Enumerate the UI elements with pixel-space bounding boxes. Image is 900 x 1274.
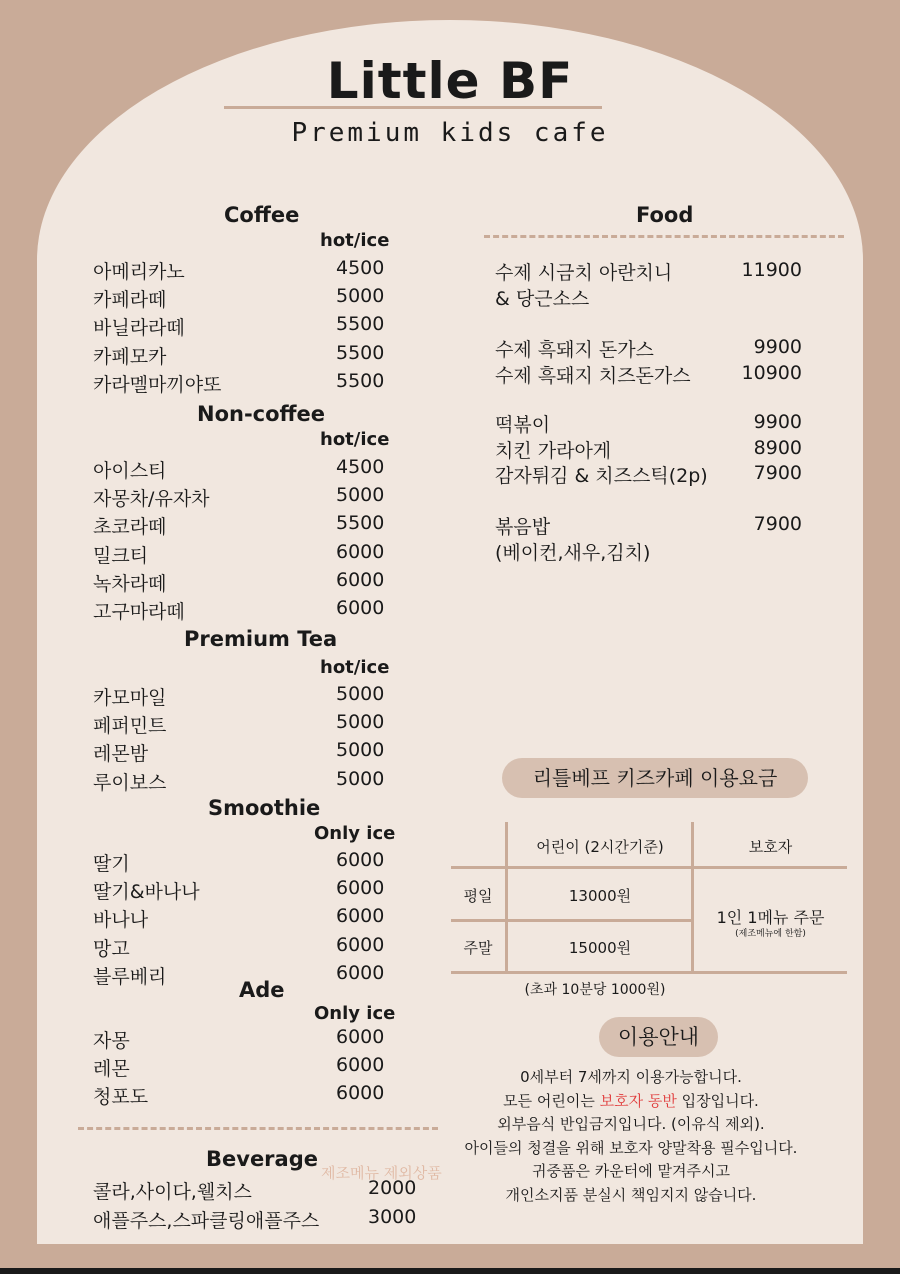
food-item-price: 11900 bbox=[741, 259, 802, 281]
menu-item-name: 바닐라라떼 bbox=[93, 317, 185, 340]
menu-item-price: 4500 bbox=[336, 257, 385, 279]
menu-item-name: 녹차라떼 bbox=[93, 572, 167, 595]
food-item-name: (베이컨,새우,김치) bbox=[495, 541, 651, 564]
menu-item-price: 5500 bbox=[336, 341, 385, 364]
menu-item-price: 6000 bbox=[336, 1054, 385, 1077]
noncoffee-title: Non-coffee bbox=[197, 402, 326, 426]
guide-line-6: 개인소지품 분실시 책임지지 않습니다. bbox=[505, 1185, 757, 1204]
coffee-title: Coffee bbox=[224, 203, 300, 227]
guardian-note: (제조메뉴에 한함) bbox=[735, 929, 806, 939]
guardian-rule: 1인 1메뉴 주문 bbox=[716, 908, 825, 927]
menu-item-price: 5000 bbox=[336, 285, 385, 308]
food-item-name: 치킨 가라아게 bbox=[495, 439, 612, 462]
ade-title: Ade bbox=[239, 978, 285, 1002]
menu-item-price: 4500 bbox=[336, 456, 385, 478]
menu-item-price: 6000 bbox=[336, 1082, 385, 1105]
menu-item-price: 5500 bbox=[336, 512, 385, 535]
guide-line-3: 외부음식 반입금지입니다. (이유식 제외). bbox=[497, 1115, 765, 1133]
food-title: Food bbox=[636, 203, 694, 227]
bottom-bar bbox=[0, 1268, 900, 1274]
weekend-price: 15000원 bbox=[568, 939, 632, 957]
pricing-title: 리틀베프 키즈카페 이용요금 bbox=[502, 758, 808, 798]
menu-item-name: 망고 bbox=[93, 937, 130, 960]
guide-highlight: 보호자 동반 bbox=[599, 1091, 677, 1110]
guide-line-2 bbox=[435, 1090, 827, 1114]
menu-item-price: 6000 bbox=[336, 568, 385, 591]
menu-item-name: 카모마일 bbox=[93, 687, 167, 709]
weekend-label: 주말 bbox=[463, 939, 493, 957]
menu-item-price: 6000 bbox=[336, 933, 385, 956]
food-item-price: 9900 bbox=[753, 411, 802, 433]
menu-item-price: 5000 bbox=[336, 767, 385, 790]
menu-item-name: 자몽 bbox=[93, 1030, 130, 1052]
menu-item-name: 딸기 bbox=[93, 853, 130, 875]
beverage-note: 제조메뉴 제외상품 bbox=[321, 1164, 442, 1182]
menu-item-name: 루이보스 bbox=[93, 771, 167, 794]
food-item-price: 9900 bbox=[753, 336, 802, 358]
menu-item-name: 콜라,사이다,웰치스 bbox=[93, 1181, 252, 1203]
guide-text bbox=[435, 1066, 827, 1207]
left-divider bbox=[78, 1127, 438, 1130]
menu-item-price: 6000 bbox=[336, 540, 385, 563]
guide-title: 이용안내 bbox=[599, 1017, 718, 1057]
food-item-name: 수제 흑돼지 치즈돈가스 bbox=[495, 364, 691, 387]
menu-item-name: 카페모카 bbox=[93, 345, 167, 368]
table-hline-3 bbox=[451, 971, 847, 974]
tea-title: Premium Tea bbox=[184, 627, 338, 651]
menu-item-price: 5000 bbox=[336, 739, 385, 762]
beverage-title: Beverage bbox=[206, 1147, 318, 1171]
menu-item-name: 밀크티 bbox=[93, 544, 149, 567]
menu-item-name: 카페라떼 bbox=[93, 289, 167, 312]
col-child-header: 어린이 (2시간기준) bbox=[536, 838, 664, 856]
food-item-name: & 당근소스 bbox=[495, 287, 590, 310]
ade-temp: Only ice bbox=[314, 1003, 396, 1024]
menu-item-price: 5000 bbox=[336, 484, 385, 507]
guide-line-2-post: 입장입니다. bbox=[676, 1091, 759, 1110]
food-item-price: 10900 bbox=[741, 361, 802, 384]
menu-item-name: 애플주스,스파클링애플주스 bbox=[93, 1209, 320, 1232]
menu-item-name: 아메리카노 bbox=[93, 261, 185, 283]
table-hline-2 bbox=[451, 919, 693, 922]
menu-item-name: 바나나 bbox=[93, 909, 149, 932]
food-item-name: 볶음밥 bbox=[495, 516, 551, 538]
page-title: Little BF bbox=[326, 52, 574, 110]
food-item-name: 수제 시금치 아란치니 bbox=[495, 262, 673, 284]
food-item-name: 수제 흑돼지 돈가스 bbox=[495, 339, 654, 361]
menu-item-price: 5500 bbox=[336, 369, 385, 392]
food-item-price: 7900 bbox=[753, 462, 802, 484]
coffee-temp: hot/ice bbox=[320, 230, 390, 251]
menu-item-price: 5500 bbox=[336, 313, 385, 336]
menu-item-price: 6000 bbox=[336, 597, 385, 619]
menu-item-name: 딸기&바나나 bbox=[93, 881, 200, 904]
page-subtitle: Premium kids cafe bbox=[291, 118, 609, 148]
menu-item-name: 청포도 bbox=[93, 1086, 149, 1109]
menu-item-price: 3000 bbox=[368, 1205, 417, 1228]
menu-item-name: 레몬 bbox=[93, 1058, 130, 1081]
menu-item-name: 초코라떼 bbox=[93, 516, 167, 539]
menu-item-price: 6000 bbox=[336, 849, 385, 871]
menu-item-name: 아이스티 bbox=[93, 460, 167, 482]
tea-temp: hot/ice bbox=[320, 657, 390, 678]
food-item-price: 7900 bbox=[753, 513, 802, 535]
smoothie-title: Smoothie bbox=[208, 796, 321, 820]
menu-item-name: 자몽차/유자차 bbox=[93, 488, 210, 511]
menu-item-name: 페퍼민트 bbox=[93, 715, 167, 738]
weekday-label: 평일 bbox=[463, 887, 493, 905]
noncoffee-temp: hot/ice bbox=[320, 429, 390, 450]
menu-item-name: 고구마라떼 bbox=[93, 601, 185, 623]
menu-card bbox=[37, 20, 863, 1244]
menu-item-price: 5000 bbox=[336, 683, 385, 705]
title-divider bbox=[224, 106, 602, 109]
food-item-name: 떡볶이 bbox=[495, 414, 551, 436]
menu-item-name: 레몬밤 bbox=[93, 743, 149, 766]
menu-item-price: 6000 bbox=[336, 877, 385, 900]
menu-item-name: 블루베리 bbox=[93, 965, 167, 988]
menu-item-price: 2000 bbox=[368, 1177, 417, 1199]
smoothie-temp: Only ice bbox=[314, 823, 396, 844]
menu-item-name: 카라멜마끼야또 bbox=[93, 373, 222, 396]
guide-line-5: 귀중품은 카운터에 맡겨주시고 bbox=[532, 1162, 730, 1180]
guide-line-1: 0세부터 7세까지 이용가능합니다. bbox=[520, 1068, 742, 1086]
food-divider bbox=[484, 235, 844, 238]
menu-item-price: 6000 bbox=[336, 905, 385, 928]
food-item-name: 감자튀김 & 치즈스틱(2p) bbox=[495, 465, 708, 487]
guide-line-2-pre: 모든 어린이는 bbox=[503, 1091, 600, 1110]
menu-item-price: 5000 bbox=[336, 711, 385, 734]
menu-item-price: 6000 bbox=[336, 961, 385, 984]
col-guardian-header: 보호자 bbox=[748, 838, 793, 856]
food-item-price: 8900 bbox=[753, 436, 802, 459]
table-hline-1 bbox=[451, 866, 847, 869]
menu-item-price: 6000 bbox=[336, 1026, 385, 1048]
guide-line-4: 아이들의 청결을 위해 보호자 양말착용 필수입니다. bbox=[464, 1138, 798, 1157]
weekday-price: 13000원 bbox=[568, 887, 632, 905]
extra-charge-note: (초과 10분당 1000원) bbox=[524, 982, 666, 998]
